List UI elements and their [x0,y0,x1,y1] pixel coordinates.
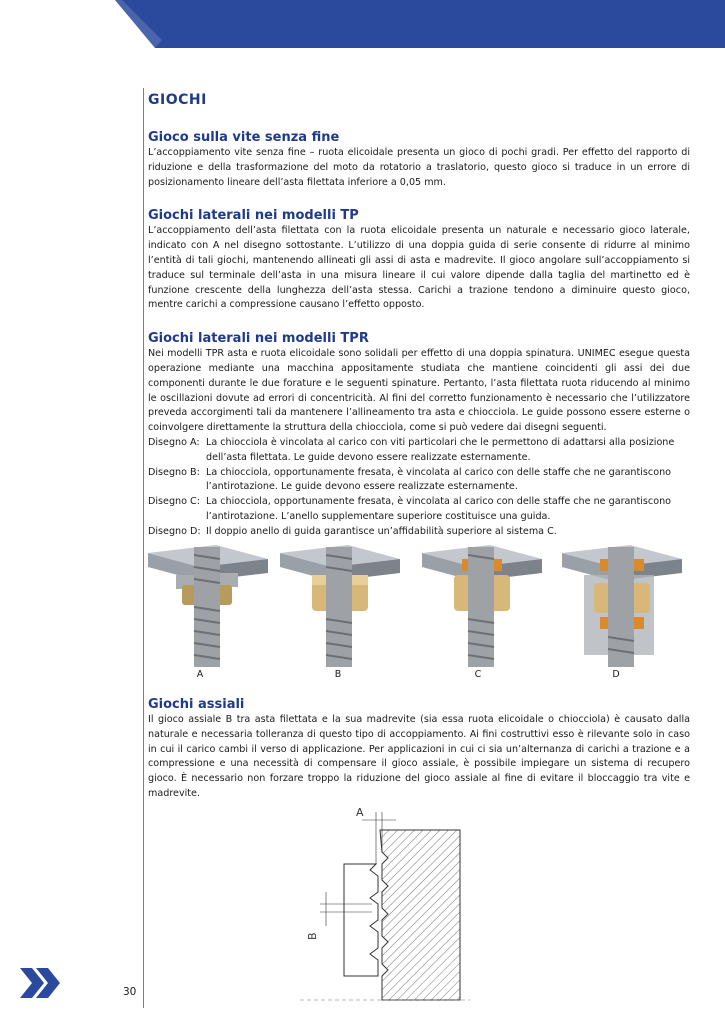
section-title-assiali: Giochi assiali [148,697,245,712]
figure-b-image [280,545,400,670]
section-assiali [148,697,690,802]
figure-d-image [562,545,682,670]
section-text-laterali-tpr: Nei modelli TPR asta e ruota elicoidale sono solidali per effetto di una doppia spinatura. UNIMEC esegue questa operazione mediante una macchina appositamente studiata che mantiene coincidenti gli assi dei due componenti durante le due forature e le seguenti spinature. Pertanto, l’asta filettata ruota riducendo al minimo le oscillazioni dovute ad errori di concentricità. Al fini del corretto funzionamento è necessario che l’utilizzatore preveda accorgimenti tali da mantenere l’allineamento tra asta e chiocciola. Le guide possono essere esterne o coinvolgere direttamente la struttura della chiocciola, come si può vedere dai disegni seguenti. [148,348,690,434]
section-title-laterali-tpr: Giochi laterali nei modelli TPR [148,331,369,347]
left-rule [143,88,144,1008]
thread-diagram [300,800,470,1006]
disegno-label: Disegno B: [148,466,200,478]
disegno-label: Disegno D: [148,525,201,537]
figures-row [148,545,690,685]
figure-d-label: D [612,669,620,680]
disegno-item-b [148,466,690,496]
figure-b-label: B [334,669,342,680]
section-title-gioco-vite: Gioco sulla vite senza fine [148,130,340,145]
disegno-item-d [148,525,690,540]
figure-c-label: C [474,669,482,680]
section-title-laterali-tp: Giochi laterali nei modelli TP [148,208,359,224]
figure-a-label: A [196,669,204,680]
content-column [148,92,690,540]
section-text-laterali-tp: L’accoppiamento dell’asta filettata con la ruota elicoidale presenta un naturale e necessario gioco laterale, indicato con A nel disegno sottostante. L’utilizzo di una doppia guida di serie consente di ridurre al minimo l’entità di tali giochi, mantenendo allineati gli assi di asta e madrevite. Il gioco angolare sull’accoppiamento si traduce sul terminale dell’asta in una misura lineare il cui valore dipende dalla taglia del martinetto ed è funzione crescente della lunghezza dell’asta stessa. Carichi a trazione tendono a diminuire questo gioco, mentre carichi a compressione causano l’effetto opposto. [148,225,690,311]
header-band [0,0,725,48]
disegno-label: Disegno A: [148,436,200,448]
disegno-item-c [148,495,690,525]
section-text-assiali: Il gioco assiale B tra asta filettata e la sua madrevite (sia essa ruota elicoidale o chiocciola) è causato dalla naturale e necessaria tolleranza di questo tipo di accoppiamento. Ai fini costruttivi esso è rilevante solo in caso in cui il carico cambi il verso di applicazione. Per applicazioni in cui ci sia un’alternanza di carichi a trazione e a compressione e una necessità di compensare il gioco assiale, è possibile impiegare un sistema di recupero gioco. È necessario non forzare troppo la riduzione del gioco assiale al fine di evitare il bloccaggio tra vite e madrevite. [148,714,690,799]
disegno-text: La chiocciola, opportunamente fresata, è vincolata al carico con delle staffe che ne garantiscono l’antirotazione. Le guide devono essere realizzate esternamente. [206,466,672,493]
page-title: GIOCHI [148,92,207,108]
figure-a-image [148,545,268,670]
disegno-label: Disegno C: [148,496,200,508]
diagram-label-b: B [306,932,319,940]
disegno-text: La chiocciola, opportunamente fresata, è vincolata al carico con delle staffe che ne garantiscono l’antirotazione. L’anello supplementare superiore costituisce una guida. [206,496,672,522]
section-text-gioco-vite: L’accoppiamento vite senza fine – ruota elicoidale presenta un gioco di pochi gradi. Per effetto del rapporto di riduzione e della trasformazione del moto da rotatorio a traslatorio, questo gioco si traduce in un errore di posizionamento lineare dell’asta filettata inferiore a 0,05 mm. [148,147,690,188]
disegno-text: La chiocciola è vincolata al carico con viti particolari che le permettono di adattarsi alla posizione dell’asta filettata. Le guide devono essere realizzate esternamente. [206,436,675,463]
disegno-item-a [148,436,690,466]
double-chevron-icon [20,968,62,998]
diagram-label-a: A [356,806,364,819]
figure-c-image [422,545,542,670]
disegno-text: Il doppio anello di guida garantisce un’affidabilità superiore al sistema C. [206,525,557,537]
page-number: 30 [123,986,137,998]
